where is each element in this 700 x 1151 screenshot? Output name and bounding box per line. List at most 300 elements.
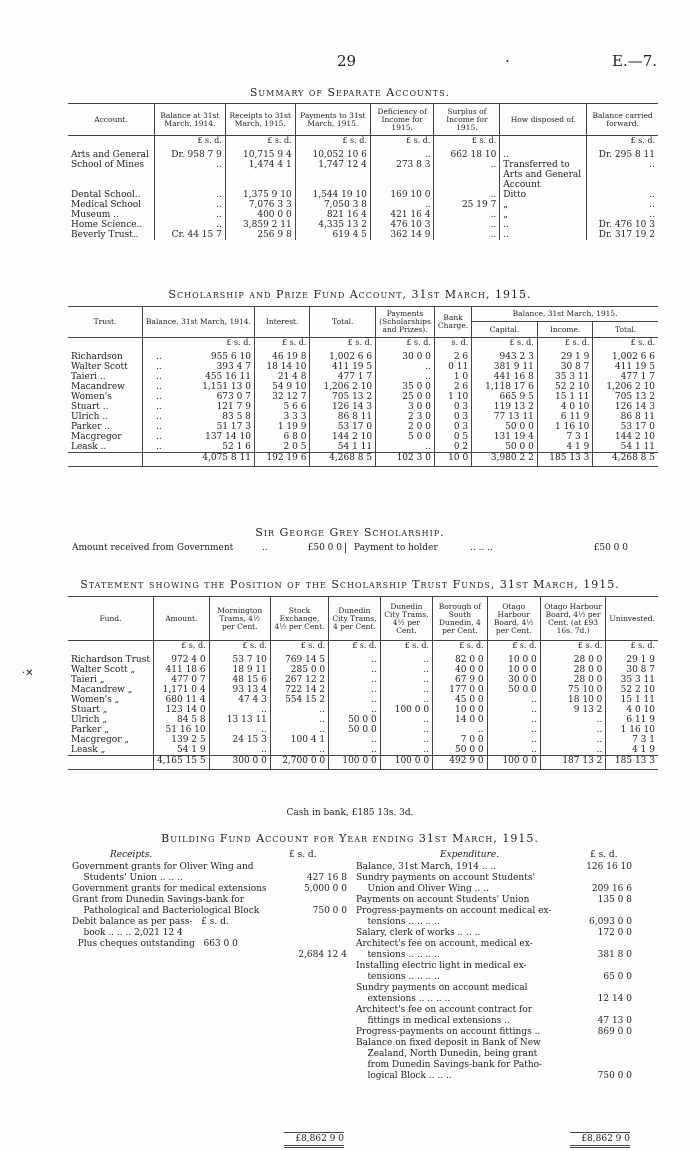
- sep-cell: 1,747 12 4: [295, 160, 370, 190]
- separate-accounts-title: Summary of Separate Accounts.: [249, 86, 451, 99]
- grey-payment-label: Payment to holder: [354, 543, 438, 553]
- sch-row: [68, 442, 658, 453]
- sch-trust-cell: [68, 371, 162, 382]
- receipts-text: book .. .. .. 2,021 12 4: [72, 928, 183, 938]
- pos-fund-name: Stuart „: [71, 704, 108, 715]
- expenditure-amount: 126 16 10: [586, 862, 632, 872]
- expenditure-heading: Expenditure.: [440, 850, 500, 860]
- pos-cell: 411 18 6: [153, 665, 209, 675]
- expenditure-line: [356, 961, 632, 972]
- pos-cell: 82 0 0: [433, 655, 488, 665]
- sch-cell: 6 8 0: [254, 432, 310, 442]
- expenditure-text: tensions .. .. .. ..: [356, 950, 440, 960]
- sch-unit-label: £ s. d.: [254, 338, 310, 352]
- pos-cell: ..: [329, 685, 381, 695]
- pos-cell: ..: [270, 725, 328, 735]
- sep-unit-label: [500, 136, 587, 150]
- sch-cell: 86 8 11: [593, 412, 658, 422]
- sch-cell: 7 3 1: [537, 432, 593, 442]
- sch-cell: 50 0 0: [472, 442, 538, 453]
- col-payments: Payments (Scholarships and Prizes).: [376, 307, 435, 338]
- pos-cell: 7 3 1: [606, 735, 658, 745]
- sep-cell: Transferred to Arts and General Account: [500, 160, 587, 190]
- sch-cell: 4 1 9: [537, 442, 593, 453]
- expenditure-text: from Dunedin Savings-bank for Patho-: [356, 1060, 543, 1070]
- sch-cell: 83 5 8: [143, 412, 255, 422]
- pos-total-cell: 187 13 2: [540, 755, 606, 769]
- sch-total-cell: 185 13 3: [537, 452, 593, 466]
- sch-cell: 943 2 3: [472, 352, 538, 362]
- expenditure-amount: 381 8 0: [597, 950, 632, 960]
- sep-cell: ..: [434, 220, 500, 230]
- sep-cell: 25 19 7: [434, 200, 500, 210]
- pos-cell: ..: [380, 675, 432, 685]
- sch-unit-label: [68, 338, 143, 352]
- pos-cell: ..: [329, 675, 381, 685]
- pos-unit-label: £ s. d.: [540, 641, 606, 655]
- sep-cell: 619 4 5: [295, 230, 370, 240]
- receipts-line: [72, 873, 347, 884]
- expenditure-line: [356, 972, 632, 983]
- sep-cell: 169 10 0: [370, 190, 434, 200]
- sep-unit-label: £ s. d.: [370, 136, 434, 150]
- sep-cell: „: [500, 200, 587, 210]
- sep-cell: ..: [370, 150, 434, 160]
- sch-cell: 54 1 11: [593, 442, 658, 453]
- margin-mark: ·✕: [22, 668, 34, 679]
- pos-row: [68, 685, 658, 695]
- pos-cell: ..: [270, 715, 328, 725]
- receipts-text: Government grants for medical extensions: [72, 884, 267, 894]
- sch-cell: 86 8 11: [310, 412, 376, 422]
- sch-total-cell: 192 19 6: [254, 452, 310, 466]
- sch-cell: 1 0: [434, 372, 471, 382]
- pos-cell: ..: [209, 705, 270, 715]
- col-balance-1914: Balance, 31st March, 1914.: [143, 307, 255, 338]
- sch-total-cell: 4,268 8 5: [310, 452, 376, 466]
- grey-received-label: Amount received from Government: [72, 543, 234, 553]
- pos-col-header: Uninvested.: [606, 597, 658, 641]
- pos-cell: 84 5 8: [153, 715, 209, 725]
- expenditure-amount: 135 0 8: [597, 895, 632, 905]
- sch-cell: 1,206 2 10: [593, 382, 658, 392]
- receipts-amount: 427 16 8: [306, 873, 347, 883]
- sch-cell: 0 11: [434, 362, 471, 372]
- sch-row: [68, 422, 658, 432]
- expenditure-amount: 869 0 0: [597, 1027, 632, 1037]
- expenditure-line: [356, 884, 632, 895]
- pos-cell: ..: [329, 665, 381, 675]
- sep-cell: ..: [155, 160, 226, 190]
- sch-trust-label: Women's: [71, 391, 112, 402]
- sep-cell: ..: [587, 160, 658, 190]
- pos-cell: 50 0 0: [329, 715, 381, 725]
- sep-cell: ..: [587, 200, 658, 210]
- sch-row: [68, 402, 658, 412]
- sch-trust-cell: [68, 431, 162, 442]
- pos-col-header: Amount.: [153, 597, 209, 641]
- pos-cell: ..: [380, 725, 432, 735]
- sch-trust-label: Parker ..: [71, 421, 110, 432]
- pos-cell: 15 1 11: [606, 695, 658, 705]
- pos-unit-label: £ s. d.: [487, 641, 540, 655]
- sch-cell: 0 2: [434, 442, 471, 453]
- header-dot: ·: [505, 52, 510, 70]
- pos-cell: 45 0 0: [433, 695, 488, 705]
- pos-total-cell: 492 9 0: [433, 755, 488, 769]
- sep-cell: 1,474 4 1: [225, 160, 295, 190]
- expenditure-text: Progress-payments on account fittings ..: [356, 1027, 541, 1037]
- sch-dots: ..: [156, 391, 162, 402]
- expenditure-text: Installing electric light in medical ex-: [356, 961, 527, 971]
- sch-cell: 131 19 4: [472, 432, 538, 442]
- expenditure-amount: 172 0 0: [597, 928, 632, 938]
- pos-cell: ..: [540, 745, 606, 756]
- sch-cell: 441 16 8: [472, 372, 538, 382]
- sep-account-name: Dental School..: [71, 189, 141, 200]
- sch-trust-label: Macgregor: [71, 431, 122, 442]
- sch-cell: 21 4 8: [254, 372, 310, 382]
- pos-total-label: [68, 755, 153, 769]
- pos-total-cell: 185 13 3: [606, 755, 658, 769]
- sch-cell: 51 17 3: [143, 422, 255, 432]
- sch-dots: ..: [156, 401, 162, 412]
- sch-cell: 665 9 5: [472, 392, 538, 402]
- receipts-line: [72, 939, 347, 950]
- pos-cell: 177 0 0: [433, 685, 488, 695]
- sch-cell: 477 1 7: [593, 372, 658, 382]
- pos-unit-label: £ s. d.: [606, 641, 658, 655]
- pos-cell: ..: [433, 725, 488, 735]
- sep-row: [68, 220, 658, 230]
- sch-cell: 46 19 8: [254, 352, 310, 362]
- sch-cell: 32 12 7: [254, 392, 310, 402]
- col-trust: Trust.: [68, 307, 143, 338]
- pos-cell: 477 0 7: [153, 675, 209, 685]
- sch-trust-label: Walter Scott: [71, 361, 128, 372]
- sep-unit-label: £ s. d.: [155, 136, 226, 150]
- sep-cell: 1,375 9 10: [225, 190, 295, 200]
- pos-col-header: Fund.: [99, 613, 122, 623]
- col-total: Total.: [310, 307, 376, 338]
- pos-cell: ..: [487, 745, 540, 756]
- expenditure-text: Sundry payments on account medical: [356, 983, 528, 993]
- sch-trust-cell: [68, 401, 162, 412]
- pos-cell: 30 8 7: [606, 665, 658, 675]
- pos-cell: 50 0 0: [487, 685, 540, 695]
- sch-cell: 126 14 3: [310, 402, 376, 412]
- pos-cell: 4 0 10: [606, 705, 658, 715]
- sch-unit-label: £ s. d.: [143, 338, 255, 352]
- grey-received-amount: £50 0 0: [286, 543, 346, 553]
- sch-cell: 126 14 3: [593, 402, 658, 412]
- sch-cell: 53 17 0: [310, 422, 376, 432]
- sch-row: [68, 382, 658, 392]
- sch-trust-label: Stuart ..: [71, 401, 109, 412]
- expenditure-line: [356, 983, 632, 994]
- sch-cell: 705 13 2: [310, 392, 376, 402]
- sch-row: [68, 362, 658, 372]
- sch-cell: 705 13 2: [593, 392, 658, 402]
- pos-cell: ..: [487, 725, 540, 735]
- receipts-unit: £ s. d.: [289, 850, 317, 860]
- pos-unit-label: £ s. d.: [270, 641, 328, 655]
- sep-cell: 400 0 0: [225, 210, 295, 220]
- expenditure-line: [356, 950, 632, 961]
- sch-cell: 144 2 10: [310, 432, 376, 442]
- pos-cell: 28 0 0: [540, 675, 606, 685]
- sch-cell: 52 2 10: [537, 382, 593, 392]
- receipts-total: £8,862 9 0: [284, 1132, 344, 1148]
- sch-cell: 53 17 0: [593, 422, 658, 432]
- sch-cell: 35 0 0: [376, 382, 435, 392]
- expenditure-line: [356, 928, 632, 939]
- sch-unit-label: £ s. d.: [537, 338, 593, 352]
- sep-unit-label: £ s. d.: [225, 136, 295, 150]
- sep-cell: ..: [500, 220, 587, 230]
- sch-cell: ..: [376, 372, 435, 382]
- receipts-text: Grant from Dunedin Savings-bank for: [72, 895, 245, 905]
- sch-cell: 2 0 0: [376, 422, 435, 432]
- sep-account-name: School of Mines: [71, 159, 145, 170]
- pos-fund-name: Macandrew „: [71, 684, 133, 695]
- pos-cell: ..: [540, 715, 606, 725]
- expenditure-amount: 65 0 0: [603, 972, 632, 982]
- pos-row: [68, 715, 658, 725]
- pos-cell: 67 9 0: [433, 675, 488, 685]
- sep-cell: ..: [155, 190, 226, 200]
- pos-cell: 40 0 0: [433, 665, 488, 675]
- receipts-text: Government grants for Oliver Wing and: [72, 862, 254, 872]
- sep-cell: ..: [155, 220, 226, 230]
- pos-fund-name: Walter Scott „: [71, 664, 136, 675]
- pos-fund-name: Parker „: [71, 724, 109, 735]
- receipts-amount: 750 0 0: [312, 906, 347, 916]
- sch-dots: ..: [156, 411, 162, 422]
- sep-col-header: Receipts to 31st March, 1915.: [225, 104, 295, 136]
- expenditure-line: [356, 1071, 632, 1082]
- sch-trust-label: Richardson: [71, 351, 123, 362]
- pos-cell: 972 4 0: [153, 655, 209, 665]
- sep-cell: ..: [587, 210, 658, 220]
- pos-col-header: Dunedin City Trams, 4½ per Cent.: [380, 597, 432, 641]
- receipts-text: Debit balance as per pass- £ s. d.: [72, 917, 229, 927]
- sch-cell: 30 0 0: [376, 352, 435, 362]
- expenditure-amount: 750 0 0: [597, 1071, 632, 1081]
- pos-cell: 53 7 10: [209, 655, 270, 665]
- sch-row: [68, 392, 658, 402]
- col-interest: Interest.: [254, 307, 310, 338]
- pos-cell: ..: [270, 705, 328, 715]
- sch-cell: ..: [376, 442, 435, 453]
- sch-row: [68, 372, 658, 382]
- expenditure-line: [356, 917, 632, 928]
- pos-cell: 24 15 3: [209, 735, 270, 745]
- expenditure-amount: 209 16 6: [591, 884, 632, 894]
- sch-unit-label: £ s. d.: [472, 338, 538, 352]
- sch-cell: 77 13 11: [472, 412, 538, 422]
- sch-cell: 477 1 7: [310, 372, 376, 382]
- sep-cell: ..: [500, 230, 587, 240]
- sch-cell: 25 0 0: [376, 392, 435, 402]
- grey-dots-2: .. .. ..: [470, 543, 493, 553]
- receipts-heading: Receipts.: [110, 850, 153, 860]
- sch-unit-label: £ s. d.: [376, 338, 435, 352]
- sch-cell: 1,151 13 0: [143, 382, 255, 392]
- sch-cell: 35 3 11: [537, 372, 593, 382]
- sep-cell: 3,859 2 11: [225, 220, 295, 230]
- pos-row: [68, 735, 658, 745]
- expenditure-line: [356, 994, 632, 1005]
- pos-cell: ..: [270, 745, 328, 756]
- sch-total-cell: 102 3 0: [376, 452, 435, 466]
- sch-cell: 0 3: [434, 402, 471, 412]
- grey-payment-amount: £50 0 0: [593, 543, 628, 553]
- sep-cell: Cr. 44 15 7: [155, 230, 226, 240]
- sep-cell: Dr. 317 19 2: [587, 230, 658, 240]
- col-balance-1915: Balance, 31st March, 1915.: [472, 307, 658, 322]
- sep-col-header: Deficiency of Income for 1915.: [370, 104, 434, 136]
- sch-cell: 5 6 6: [254, 402, 310, 412]
- sch-trust-label: Taieri ..: [71, 371, 106, 382]
- pos-cell: 267 12 2: [270, 675, 328, 685]
- sep-cell: 10,715 9 4: [225, 150, 295, 160]
- pos-cell: 14 0 0: [433, 715, 488, 725]
- pos-cell: ..: [329, 745, 381, 756]
- sch-cell: 18 14 10: [254, 362, 310, 372]
- sep-account-name: Museum ..: [71, 209, 119, 220]
- sep-cell: 273 8 3: [370, 160, 434, 190]
- sch-cell: 15 1 11: [537, 392, 593, 402]
- pos-fund-name: Leask „: [71, 744, 106, 755]
- sch-cell: 4 0 10: [537, 402, 593, 412]
- sch-cell: 5 0 0: [376, 432, 435, 442]
- separate-accounts-table: [68, 103, 658, 240]
- sch-cell: 0 3: [434, 422, 471, 432]
- col-income: Income.: [537, 322, 593, 338]
- sch-dots: ..: [156, 421, 162, 432]
- scholarship-fund-title: Scholarship and Prize Fund Account, 31st March, 1915.: [168, 288, 532, 301]
- sch-cell: 3 0 0: [376, 402, 435, 412]
- sep-cell: Dr. 958 7 9: [155, 150, 226, 160]
- sep-account-name: Beverly Trust..: [71, 229, 139, 240]
- sep-cell: 421 16 4: [370, 210, 434, 220]
- sep-unit-label: £ s. d.: [434, 136, 500, 150]
- sch-cell: 411 19 5: [593, 362, 658, 372]
- pos-cell: ..: [209, 745, 270, 756]
- pos-col-header: Borough of South Dunedin, 4 per Cent.: [433, 597, 488, 641]
- expenditure-amount: 47 13 0: [597, 1016, 632, 1026]
- expenditure-line: [356, 1060, 632, 1071]
- sch-cell: 3 3 3: [254, 412, 310, 422]
- pos-cell: 554 15 2: [270, 695, 328, 705]
- pos-cell: 52 2 10: [606, 685, 658, 695]
- sch-cell: 955 6 10: [143, 352, 255, 362]
- expenditure-line: [356, 939, 632, 950]
- pos-cell: ..: [540, 735, 606, 745]
- sep-col-header: Balance carried forward.: [587, 104, 658, 136]
- sep-cell: 662 18 10: [434, 150, 500, 160]
- sep-col-header: Surplus of Income for 1915.: [434, 104, 500, 136]
- sep-cell: ..: [434, 230, 500, 240]
- sch-cell: 54 9 10: [254, 382, 310, 392]
- sch-total-cell: 10 0: [434, 452, 471, 466]
- pos-cell: 4 1 9: [606, 745, 658, 756]
- pos-cell: 13 13 11: [209, 715, 270, 725]
- pos-cell: 35 3 11: [606, 675, 658, 685]
- pos-cell: ..: [329, 695, 381, 705]
- expenditure-text: fittings in medical extensions ..: [356, 1016, 510, 1026]
- pos-cell: 30 0 0: [487, 675, 540, 685]
- sch-cell: 137 14 10: [143, 432, 255, 442]
- pos-cell: 7 0 0: [433, 735, 488, 745]
- pos-cell: ..: [487, 715, 540, 725]
- pos-cell: 50 0 0: [433, 745, 488, 756]
- sep-cell: 476 10 3: [370, 220, 434, 230]
- sch-cell: 2 6: [434, 382, 471, 392]
- pos-cell: 48 15 6: [209, 675, 270, 685]
- sch-cell: 673 0 7: [143, 392, 255, 402]
- pos-row: [68, 695, 658, 705]
- pos-cell: 6 11 9: [606, 715, 658, 725]
- expenditure-amount: 6,093 0 0: [589, 917, 632, 927]
- pos-cell: 769 14 5: [270, 655, 328, 665]
- expenditure-text: Union and Oliver Wing .. ..: [356, 884, 489, 894]
- sep-cell: 1,544 19 10: [295, 190, 370, 200]
- receipts-text: Pathological and Bacteriological Block: [72, 906, 260, 916]
- pos-row: [68, 705, 658, 715]
- expenditure-total: £8,862 9 0: [570, 1132, 630, 1148]
- pos-cell: 285 0 0: [270, 665, 328, 675]
- expenditure-line: [356, 873, 632, 884]
- sch-cell: 1,118 17 6: [472, 382, 538, 392]
- sep-cell: ..: [155, 200, 226, 210]
- pos-col-header: Otago Harbour Board, 4½ per Cent. (at £93 16s. 7d.): [540, 597, 606, 641]
- sch-cell: 1,002 6 6: [593, 352, 658, 362]
- grey-dots-1: ..: [262, 543, 268, 553]
- pos-cell: 10 0 0: [487, 655, 540, 665]
- page-number: 29: [337, 52, 357, 70]
- sep-account-name: Arts and General: [71, 149, 149, 160]
- pos-total-cell: 300 0 0: [209, 755, 270, 769]
- sch-dots: ..: [156, 431, 162, 442]
- col-total-1915: Total.: [593, 322, 658, 338]
- pos-col-header: Stock Exchange, 4½ per Cent.: [270, 597, 328, 641]
- pos-cell: ..: [329, 655, 381, 665]
- sep-cell: ..: [155, 210, 226, 220]
- expenditure-unit: £ s. d.: [590, 850, 618, 860]
- sch-cell: 6 11 9: [537, 412, 593, 422]
- sep-col-header: Balance at 31st March, 1914.: [155, 104, 226, 136]
- sch-cell: 393 4 7: [143, 362, 255, 372]
- grey-scholarship-title: Sir George Grey Scholarship.: [255, 526, 445, 539]
- sch-cell: 1,206 2 10: [310, 382, 376, 392]
- sch-cell: 455 16 11: [143, 372, 255, 382]
- pos-cell: 100 0 0: [380, 705, 432, 715]
- expenditure-text: Balance on fixed deposit in Bank of New: [356, 1038, 541, 1048]
- expenditure-line: [356, 1016, 632, 1027]
- position-table: [68, 596, 658, 770]
- pos-cell: 680 11 4: [153, 695, 209, 705]
- sch-total-cell: 4,268 8 5: [593, 452, 658, 466]
- sep-account-name: Medical School: [71, 199, 142, 210]
- expenditure-line: [356, 895, 632, 906]
- sch-trust-label: Leask ..: [71, 441, 107, 452]
- expenditure-text: Architect's fee on account, medical ex-: [356, 939, 533, 949]
- expenditure-line: [356, 862, 632, 873]
- receipts-line: [72, 950, 347, 961]
- pos-col-header: Otago Harbour Board, 4½ per Cent.: [487, 597, 540, 641]
